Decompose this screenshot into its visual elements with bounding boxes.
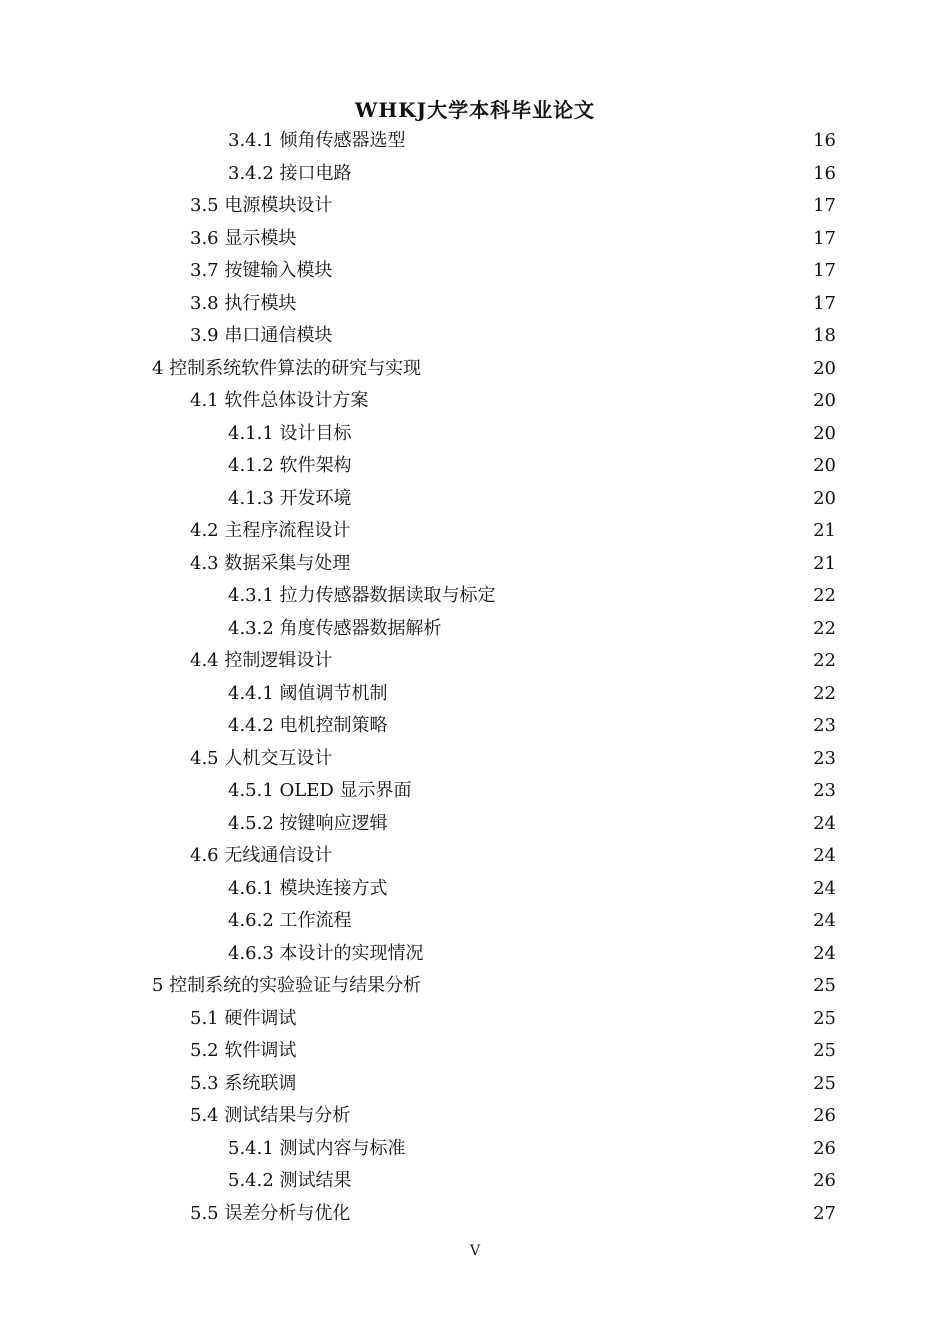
toc-entry-label: 4.3.1 拉力传感器数据读取与标定: [228, 585, 496, 606]
toc-entry-label: 3.7 按键输入模块: [190, 260, 333, 281]
toc-entry-label: 4.2 主程序流程设计: [190, 520, 351, 541]
toc-entry-page: 22: [813, 682, 836, 704]
toc-entry-page: 17: [813, 195, 836, 216]
toc-entry[interactable]: [0, 353, 950, 386]
toc-entry-page: 20: [813, 357, 836, 379]
toc-entry-page: 17: [813, 292, 836, 314]
toc-entry[interactable]: [0, 743, 950, 776]
toc-entry-page: 26: [813, 1170, 836, 1191]
toc-entry[interactable]: [0, 450, 950, 483]
toc-entry-label: 4.5.2 按键响应逻辑: [228, 812, 388, 834]
toc-entry[interactable]: [0, 255, 950, 288]
toc-entry-page: 22: [813, 650, 836, 671]
toc-entry-page: 26: [813, 1105, 836, 1126]
toc-entry[interactable]: [0, 580, 950, 613]
toc-entry[interactable]: [0, 1035, 950, 1068]
toc-entry-page: 20: [813, 390, 836, 411]
toc-entry-label: 5.4 测试结果与分析: [190, 1105, 351, 1126]
toc-entry-label: 4.1.1 设计目标: [228, 422, 352, 444]
toc-entry[interactable]: [0, 840, 950, 873]
toc-entry-label: 4.1.3 开发环境: [228, 487, 352, 509]
toc-entry[interactable]: [0, 1165, 950, 1198]
toc-entry-label: 5.3 系统联调: [190, 1072, 297, 1094]
toc-entry[interactable]: [0, 1003, 950, 1036]
toc-entry-label: 4.5.1 OLED 显示界面: [228, 780, 412, 801]
toc-entry-page: 26: [813, 1137, 836, 1159]
toc-entry-label: 5.4.1 测试内容与标准: [228, 1137, 406, 1159]
toc-entry-label: 4.4.1 阈值调节机制: [228, 682, 388, 704]
table-of-contents: [0, 125, 950, 1230]
toc-entry[interactable]: [0, 905, 950, 938]
toc-entry-page: 25: [813, 1040, 836, 1061]
toc-entry-label: 4.6.3 本设计的实现情况: [228, 942, 424, 964]
toc-entry-page: 25: [813, 1072, 836, 1094]
page-header-title: WHKJ大学本科毕业论文: [354, 98, 596, 122]
toc-entry[interactable]: [0, 1068, 950, 1101]
toc-entry[interactable]: [0, 645, 950, 678]
toc-entry[interactable]: [0, 320, 950, 353]
toc-entry[interactable]: [0, 125, 950, 158]
toc-entry-label: 5.5 误差分析与优化: [190, 1202, 351, 1224]
toc-entry-label: 3.5 电源模块设计: [190, 195, 333, 216]
toc-entry-label: 3.9 串口通信模块: [190, 325, 333, 346]
toc-entry[interactable]: [0, 158, 950, 191]
toc-entry-label: 4.1.2 软件架构: [228, 455, 352, 476]
toc-entry-page: 22: [813, 585, 836, 606]
toc-entry[interactable]: [0, 873, 950, 906]
toc-entry-page: 22: [813, 617, 836, 639]
toc-entry-page: 21: [813, 520, 836, 541]
toc-entry[interactable]: [0, 288, 950, 321]
toc-entry-label: 4.6.2 工作流程: [228, 910, 352, 931]
toc-entry[interactable]: [0, 515, 950, 548]
toc-entry[interactable]: [0, 385, 950, 418]
toc-entry[interactable]: [0, 1100, 950, 1133]
toc-entry-page: 17: [813, 260, 836, 281]
toc-entry-label: 4.1 软件总体设计方案: [190, 390, 369, 411]
toc-entry-page: 24: [813, 845, 836, 866]
toc-entry[interactable]: [0, 223, 950, 256]
page-number: V: [469, 1243, 481, 1259]
toc-entry[interactable]: [0, 970, 950, 1003]
toc-entry-page: 25: [813, 1007, 836, 1029]
toc-entry-page: 23: [813, 747, 836, 769]
toc-entry[interactable]: [0, 613, 950, 646]
toc-entry-label: 5.1 硬件调试: [190, 1007, 297, 1029]
toc-entry-page: 16: [813, 162, 836, 184]
toc-entry[interactable]: [0, 938, 950, 971]
toc-entry[interactable]: [0, 1133, 950, 1166]
toc-entry[interactable]: [0, 418, 950, 451]
toc-entry-label: 4 控制系统软件算法的研究与实现: [152, 357, 422, 379]
toc-entry[interactable]: [0, 775, 950, 808]
toc-entry-page: 27: [813, 1202, 836, 1224]
toc-entry[interactable]: [0, 710, 950, 743]
toc-entry-page: 24: [813, 910, 836, 931]
toc-entry-page: 23: [813, 780, 836, 801]
toc-entry-page: 21: [813, 552, 836, 574]
toc-entry-page: 24: [813, 812, 836, 834]
toc-entry-page: 20: [813, 487, 836, 509]
toc-entry-page: 18: [813, 325, 836, 346]
toc-entry-label: 5 控制系统的实验验证与结果分析: [152, 975, 422, 996]
toc-entry-label: 4.6 无线通信设计: [190, 845, 333, 866]
toc-entry[interactable]: [0, 548, 950, 581]
toc-entry-page: 20: [813, 422, 836, 444]
toc-entry-label: 4.3 数据采集与处理: [190, 552, 351, 574]
toc-entry-label: 5.4.2 测试结果: [228, 1170, 352, 1191]
toc-entry-label: 4.3.2 角度传感器数据解析: [228, 617, 442, 639]
toc-entry[interactable]: [0, 483, 950, 516]
toc-entry-page: 17: [813, 227, 836, 249]
toc-entry-label: 5.2 软件调试: [190, 1040, 297, 1061]
toc-entry-label: 3.6 显示模块: [190, 227, 297, 249]
toc-entry[interactable]: [0, 808, 950, 841]
toc-entry-label: 4.4.2 电机控制策略: [228, 715, 388, 736]
toc-entry-page: 16: [813, 130, 836, 151]
toc-entry-label: 3.8 执行模块: [190, 292, 297, 314]
toc-entry-label: 4.4 控制逻辑设计: [190, 650, 333, 671]
toc-entry-label: 4.5 人机交互设计: [190, 747, 333, 769]
toc-entry[interactable]: [0, 678, 950, 711]
toc-entry-label: 3.4.1 倾角传感器选型: [228, 130, 406, 151]
toc-entry[interactable]: [0, 1198, 950, 1231]
toc-entry-page: 20: [813, 455, 836, 476]
toc-entry-page: 25: [813, 975, 836, 996]
toc-entry-page: 24: [813, 877, 836, 899]
toc-entry[interactable]: [0, 190, 950, 223]
toc-entry-label: 3.4.2 接口电路: [228, 162, 352, 184]
toc-entry-label: 4.6.1 模块连接方式: [228, 877, 388, 899]
toc-entry-page: 23: [813, 715, 836, 736]
toc-entry-page: 24: [813, 942, 836, 964]
